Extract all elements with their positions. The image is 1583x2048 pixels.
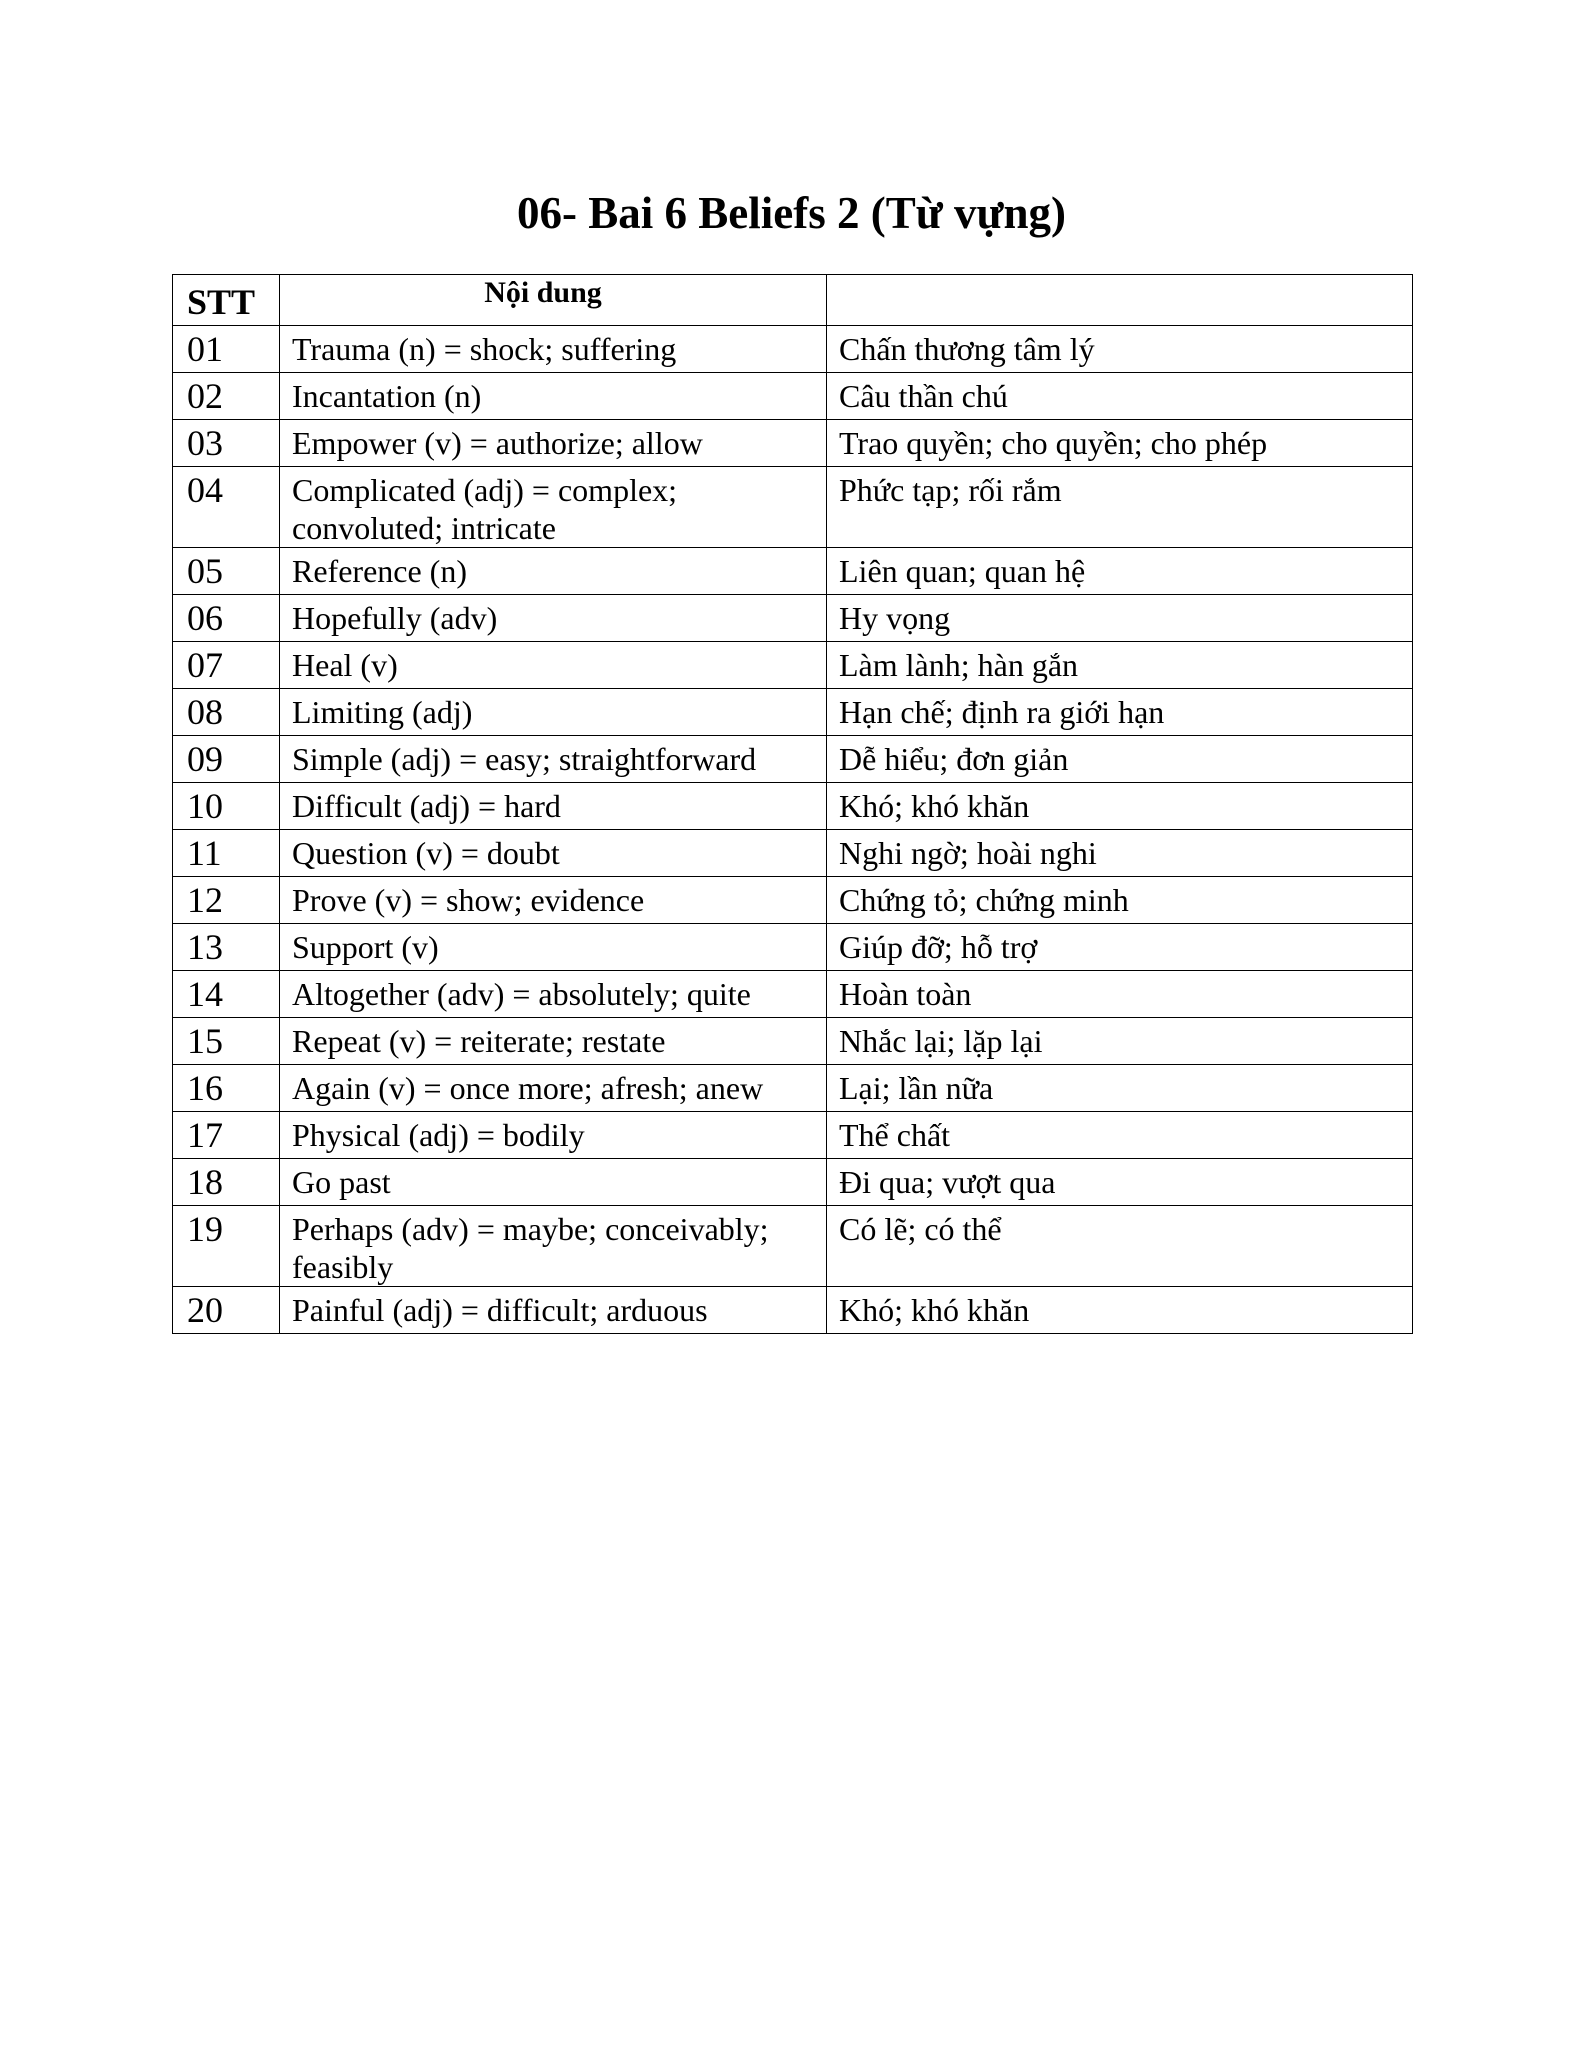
row-number: 04 [173,467,280,548]
table-row [173,1206,1413,1287]
vietnamese-meaning: Khó; khó khăn [827,783,1413,830]
vietnamese-meaning: Hoàn toàn [827,971,1413,1018]
table-row [173,1018,1413,1065]
row-number: 15 [173,1018,280,1065]
vietnamese-meaning: Lại; lần nữa [827,1065,1413,1112]
english-term: Perhaps (adv) = maybe; conceivably; feasibly [280,1206,827,1287]
row-number: 14 [173,971,280,1018]
row-number: 10 [173,783,280,830]
vietnamese-meaning: Nhắc lại; lặp lại [827,1018,1413,1065]
vietnamese-meaning: Chứng tỏ; chứng minh [827,877,1413,924]
table-row [173,1287,1413,1334]
vietnamese-meaning: Có lẽ; có thể [827,1206,1413,1287]
vietnamese-meaning: Dễ hiểu; đơn giản [827,736,1413,783]
row-number: 08 [173,689,280,736]
table-row [173,1065,1413,1112]
table-header-row [173,275,1413,326]
english-term: Heal (v) [280,642,827,689]
english-term: Support (v) [280,924,827,971]
document-title: 06- Bai 6 Beliefs 2 (Từ vựng) [517,188,1066,238]
table-row [173,924,1413,971]
table-row [173,1112,1413,1159]
vietnamese-meaning: Giúp đỡ; hỗ trợ [827,924,1413,971]
english-term: Limiting (adj) [280,689,827,736]
table-row [173,783,1413,830]
vocabulary-table [172,274,1413,1334]
table-row [173,373,1413,420]
table-row [173,595,1413,642]
table-row [173,326,1413,373]
english-term: Painful (adj) = difficult; arduous [280,1287,827,1334]
row-number: 12 [173,877,280,924]
table-row [173,736,1413,783]
vietnamese-meaning: Khó; khó khăn [827,1287,1413,1334]
english-term: Repeat (v) = reiterate; restate [280,1018,827,1065]
vietnamese-meaning: Đi qua; vượt qua [827,1159,1413,1206]
row-number: 09 [173,736,280,783]
english-term: Empower (v) = authorize; allow [280,420,827,467]
vietnamese-meaning: Chấn thương tâm lý [827,326,1413,373]
vietnamese-meaning: Câu thần chú [827,373,1413,420]
table-row [173,420,1413,467]
row-number: 16 [173,1065,280,1112]
english-term: Prove (v) = show; evidence [280,877,827,924]
vietnamese-meaning: Thể chất [827,1112,1413,1159]
header-content: Nội dung [280,275,827,326]
english-term: Hopefully (adv) [280,595,827,642]
vietnamese-meaning: Liên quan; quan hệ [827,548,1413,595]
row-number: 05 [173,548,280,595]
vietnamese-meaning: Làm lành; hàn gắn [827,642,1413,689]
english-term: Reference (n) [280,548,827,595]
vietnamese-meaning: Phức tạp; rối rắm [827,467,1413,548]
row-number: 19 [173,1206,280,1287]
row-number: 01 [173,326,280,373]
header-stt: STT [173,275,280,326]
header-translation [827,275,1413,326]
english-term: Simple (adj) = easy; straightforward [280,736,827,783]
vietnamese-meaning: Nghi ngờ; hoài nghi [827,830,1413,877]
english-term: Complicated (adj) = complex; convoluted; intricate [280,467,827,548]
english-term: Trauma (n) = shock; suffering [280,326,827,373]
table-row [173,1159,1413,1206]
table-row [173,830,1413,877]
vietnamese-meaning: Hy vọng [827,595,1413,642]
table-row [173,877,1413,924]
table-row [173,971,1413,1018]
english-term: Again (v) = once more; afresh; anew [280,1065,827,1112]
english-term: Physical (adj) = bodily [280,1112,827,1159]
row-number: 20 [173,1287,280,1334]
row-number: 11 [173,830,280,877]
english-term: Go past [280,1159,827,1206]
row-number: 17 [173,1112,280,1159]
table-row [173,642,1413,689]
row-number: 13 [173,924,280,971]
row-number: 18 [173,1159,280,1206]
row-number: 06 [173,595,280,642]
english-term: Incantation (n) [280,373,827,420]
row-number: 03 [173,420,280,467]
english-term: Difficult (adj) = hard [280,783,827,830]
table-row [173,467,1413,548]
row-number: 02 [173,373,280,420]
english-term: Question (v) = doubt [280,830,827,877]
table-row [173,689,1413,736]
table-row [173,548,1413,595]
vietnamese-meaning: Hạn chế; định ra giới hạn [827,689,1413,736]
row-number: 07 [173,642,280,689]
english-term: Altogether (adv) = absolutely; quite [280,971,827,1018]
vietnamese-meaning: Trao quyền; cho quyền; cho phép [827,420,1413,467]
